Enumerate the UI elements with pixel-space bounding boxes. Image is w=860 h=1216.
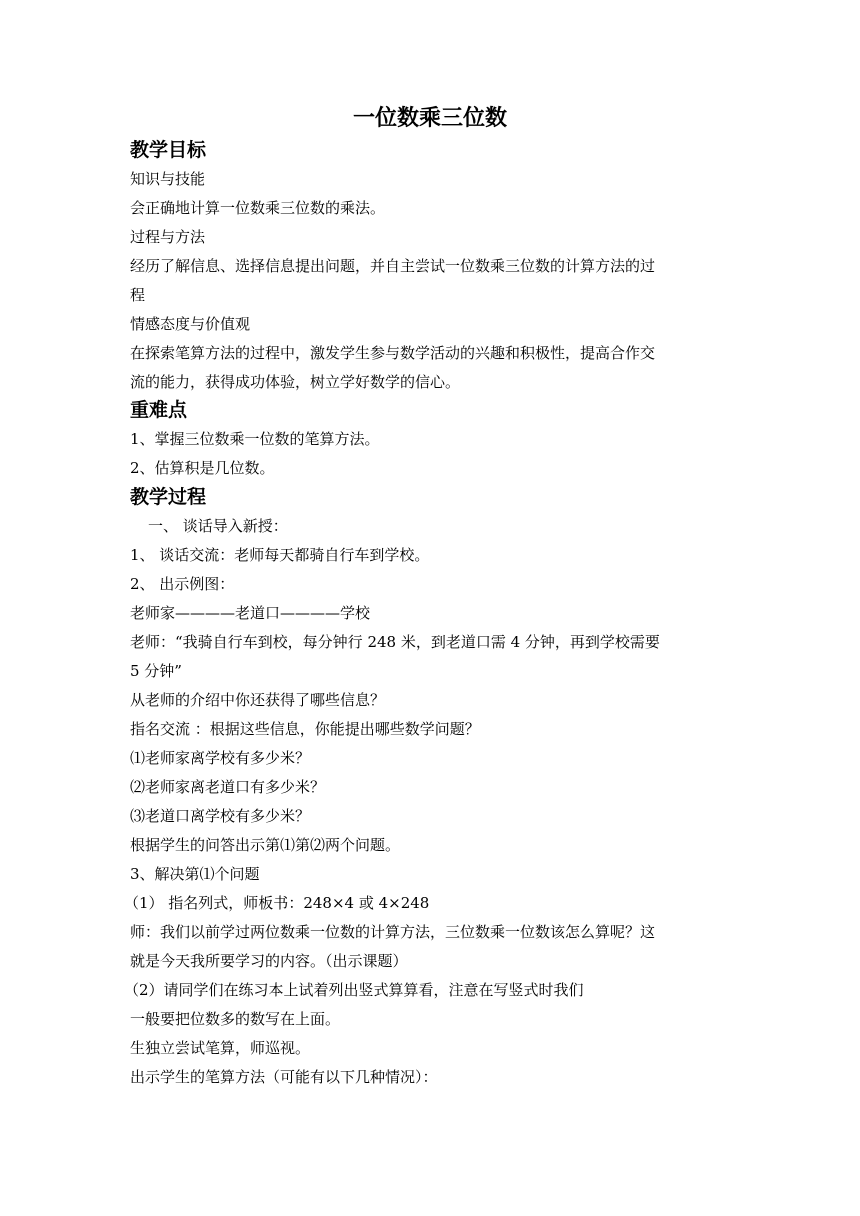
paragraph-line: 一、 谈话导入新授： <box>148 517 288 535</box>
paragraph-line: 知识与技能 <box>130 170 206 188</box>
paragraph-line: 会正确地计算一位数乘三位数的乘法。 <box>130 199 386 217</box>
document-title: 一位数乘三位数 <box>352 106 507 131</box>
paragraph-line: 老师：“我骑自行车到校，每分钟行 248 米，到老道口需 4 分钟，再到学校需要 <box>130 633 660 651</box>
paragraph-line: 5 分钟” <box>130 662 182 680</box>
paragraph-line: 2、估算积是几位数。 <box>130 459 275 477</box>
paragraph-line: ⑶老道口离学校有多少米？ <box>130 807 311 825</box>
paragraph-line: 生独立尝试笔算，师巡视。 <box>130 1039 311 1057</box>
paragraph-line: 程 <box>130 286 146 304</box>
paragraph-line: 从老师的介绍中你还获得了哪些信息？ <box>130 691 386 709</box>
paragraph-line: 过程与方法 <box>130 228 206 246</box>
paragraph-line: 师：我们以前学过两位数乘一位数的计算方法，三位数乘一位数该怎么算呢？这 <box>130 923 656 941</box>
paragraph-line: 就是今天我所要学习的内容。（出示课题） <box>130 952 408 970</box>
paragraph-line: （2）请同学们在练习本上试着列出竖式算算看，注意在写竖式时我们 <box>124 981 584 999</box>
paragraph-line: 老师家————老道口————学校 <box>130 604 371 622</box>
section-heading-key-points: 重难点 <box>130 399 188 421</box>
paragraph-line: 根据学生的问答出示第⑴第⑵两个问题。 <box>130 836 401 854</box>
paragraph-line: 1、 谈话交流：老师每天都骑自行车到学校。 <box>130 546 430 564</box>
paragraph-line: 情感态度与价值观 <box>130 315 251 333</box>
paragraph-line: 1、掌握三位数乘一位数的笔算方法。 <box>130 430 380 448</box>
paragraph-line: 一般要把位数多的数写在上面。 <box>130 1010 341 1028</box>
section-heading-objectives: 教学目标 <box>130 139 207 161</box>
paragraph-line: 3、解决第⑴个问题 <box>130 865 260 883</box>
paragraph-line: 在探索笔算方法的过程中，激发学生参与数学活动的兴趣和积极性，提高合作交 <box>130 344 656 362</box>
paragraph-line: 指名交流 ：根据这些信息，你能提出哪些数学问题？ <box>130 720 480 738</box>
paragraph-line: ⑴老师家离学校有多少米？ <box>130 749 311 767</box>
paragraph-line: 经历了解信息、选择信息提出问题，并自主尝试一位数乘三位数的计算方法的过 <box>130 257 656 275</box>
paragraph-line: 2、 出示例图： <box>130 575 235 593</box>
paragraph-line: （1） 指名列式，师板书：248×4 或 4×248 <box>124 894 430 912</box>
paragraph-line: 流的能力，获得成功体验，树立学好数学的信心。 <box>130 373 461 391</box>
section-heading-process: 教学过程 <box>130 486 207 508</box>
paragraph-line: 出示学生的笔算方法（可能有以下几种情况）： <box>130 1068 438 1086</box>
paragraph-line: ⑵老师家离老道口有多少米？ <box>130 778 326 796</box>
